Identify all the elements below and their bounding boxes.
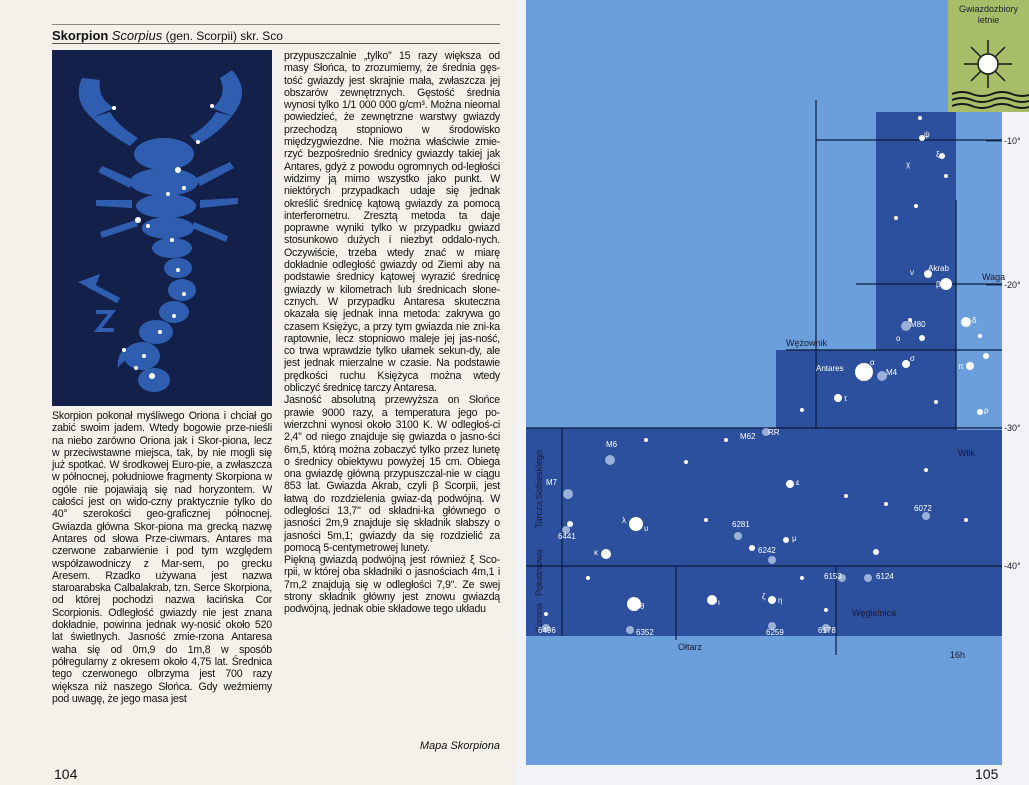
page-number-right: 105 [975,766,999,782]
label-tau: τ [844,394,848,403]
label-waga: Waga [982,272,1006,282]
label-wegielnica: Węgielnica [852,608,897,618]
label-m62: M62 [740,432,756,441]
dec-label-40: -40° [1004,561,1021,571]
label-poludniowa: Południowa [534,549,544,596]
label-tarcza: Tarcza Sobieskiego [534,449,544,528]
label-theta: θ [640,602,645,611]
star-map [526,0,1021,765]
label-6352: 6352 [636,628,654,637]
left-text-column [52,410,272,705]
label-m4: M4 [886,368,898,377]
label-rr: RR [768,428,780,437]
constellation-latin-name: Scorpius [111,28,163,43]
label-6178: 6178 [818,626,836,635]
right-paragraph-3: Piękną gwiazdą podwójną jest również ξ Sco-rpii, w której oba składniki o jasnościach 4m,1 i 7m,2 znajdują się w odległości 7,9". Ze swej strony składnik główny jest znowu gwiazdą podwójną, jednak obie składowe tego układu [284,554,500,616]
label-m80: M80 [910,320,926,329]
scorpion-figure [52,50,272,406]
label-psi: ψ [924,130,930,139]
right-paragraph-2: Jasność absolutną przewyższa on Słońce prawie 9000 razy, a temperatura jego po-wierzchni wynosi około 3100 K. W odległoś-ci 2,4" od niego znajduje się gwiazda o jasno-ści 6m,5, którą można zobaczyć tylko przez lunetę o średnicy obiektywu powyżej 15 cm. Obiega ona gwiazdę główną przypuszczal-nie w ciągu 853 lat. Gwiazda Akrab, czyli β Scorpii, jest łatwą do rozdzielenia gwiaz-dą podwójną. W odległości 13,7" od składni-ka głównego o jasności 2m,9 znajduje się składnik słabszy o jasności 5m,1; gwiazdy da się rozdzielić za pomocą 5-centymetrowej lunety. [284,394,500,554]
map-caption: Mapa Skorpiona [419,740,500,752]
label-akrab: Akrab [928,264,949,273]
right-paragraph-1: przypuszczalnie „tylko” 15 razy większa od masy Słońca, to zrozumiemy, że średnia gęs-tość gwiazdy jest skrajnie mała, zwłaszcza jej obszarów zewnętrznych. Gęstość średnia wynosi tylko 1/1 000 000 g/cm³. Można nieomal powiedzieć, że zewnętrzne warstwy gwiazdy przechodzą stopniowo w środowisko międzygwiezdne. Nie można właściwie zmie-rzyć bezpośrednio średnicy gwiazdy takiej jak Antares, gdyż z powodu ogromnych od-ległości widzimy ją mimo wszystko jako punkt. W niektórych przypadkach udaje się jednak określić średnicę kątową gwiazdy za pomocą interferometru. Zresztą metoda ta daje poprawne wyniki tylko w przypadku gwiazd stosunkowo dużych i niezbyt oddalo-nych. Oczywiście, trzeba wtedy znać w miarę dokładnie odległość gwiazdy od Ziemi aby na podstawie średnicy kątowej wyrazić średnicę gwiazdy w kilometrach lub średnicach słone-cznych. W przypadku Antaresa skuteczna okazała się jednak inna metoda: zakrywa go czasem Księżyc, a przy tym gwiazda nie zni-ka raptownie, lecz stopniowo maleje jej jas-ność, co trwa wprawdzie tylko ułamek sekun-dy, ale jest jednak mierzalne w czasie. Na podstawie prędkości ruchu Księżyca można wtedy obliczyć średnicę tarczy Antaresa. [284,50,500,395]
label-6441: 6441 [558,532,576,541]
constellation-header [52,24,500,44]
tab-line-2: letnie [977,15,1000,25]
label-oltarz: Ołtarz [678,642,703,652]
label-6124: 6124 [876,572,894,581]
dec-label-30: -30° [1004,423,1021,433]
label-chi: χ [906,160,911,169]
label-pi: π [958,362,964,371]
label-antares: Antares [816,364,844,373]
label-sigma: σ [910,354,915,363]
label-wezownik: Wężownik [786,338,828,348]
label-6153: 6153 [824,572,842,581]
label-kappa: κ [594,548,598,557]
label-6072: 6072 [914,504,932,513]
label-epsilon: ε [796,478,800,487]
label-delta: δ [972,316,977,325]
label-6242: 6242 [758,546,776,555]
label-m7: M7 [546,478,558,487]
label-6496: 6496 [538,626,556,635]
label-m6: M6 [606,440,618,449]
constellation-genitive: (gen. Scorpii) skr. Sco [165,29,283,43]
dec-label-10: -10° [1004,136,1021,146]
label-beta: β [936,280,941,289]
label-mu: μ [792,534,797,543]
label-eta: η [778,596,783,605]
label-iota: ι [718,598,720,607]
dec-label-20: -20° [1004,280,1021,290]
label-xi: ξ [936,150,940,159]
sun-icon [948,0,1029,112]
label-lambda: λ [622,516,626,525]
tab-line-1: Gwiazdozbiory [958,4,1019,14]
star-map-graphic [526,0,1002,765]
scorpion-illustration [52,50,272,406]
label-rho: ρ [984,406,989,415]
label-nu: ν [910,268,914,277]
right-text-column [284,50,500,616]
label-omicron: ο [896,334,901,343]
ra-label: 16h [950,650,966,660]
constellation-name: Skorpion [52,28,109,43]
label-zeta: ζ [762,592,766,601]
label-6281: 6281 [732,520,750,529]
label-alpha: α [870,358,875,367]
left-paragraph: Skorpion pokonał myśliwego Oriona i chciał go zabić swoim jadem. Wtedy bogowie prze-nieśli na niebo zarówno Oriona jak i Skor-piona, lecz w przeciwstawne miejsca, tak, by nie mogli się już spotkać. W środkowej Euro-pie, a zwłaszcza w północnej, południowe fragmenty Skorpiona w ogóle nie pojawiają się nad horyzontem. W całości jest on wido-czny praktycznie tylko do 40° szerokości geo-graficznej północnej. Gwiazda główna Skor-piona ma grecką nazwę Antares od słowa Prze-ciwmars. Antares ma czerwone zabarwienie i pod tym względem współzawodniczy z Mar-sem, po grecku Aresem. Rzadko używana jest nazwa staroarabska Calbalakrab, tzn. Serce Skorpiona, od której pochodzi nazwa łacińska Cor Scorpionis. Odległość gwiazdy nie jest znana dokładnie, powinna jednak wy-nosić około 520 lat świetlnych. Jasność zmie-rzona Antaresa waha się od 0m,9 do 1m,8 w sposób półregularny z okresem około 4,75 lat. Średnica tego czerwonego olbrzyma jest 700 razy większa niż naszego Słońca. Gdy weźmiemy pod uwagę, że jego masa jest [52,410,272,705]
label-korona: Korona [534,602,544,632]
label-6259: 6259 [766,628,784,637]
section-tab [948,0,1029,112]
page-number-left: 104 [54,766,78,782]
label-upsilon: υ [644,524,649,533]
label-wilk: Wilk [958,448,975,458]
